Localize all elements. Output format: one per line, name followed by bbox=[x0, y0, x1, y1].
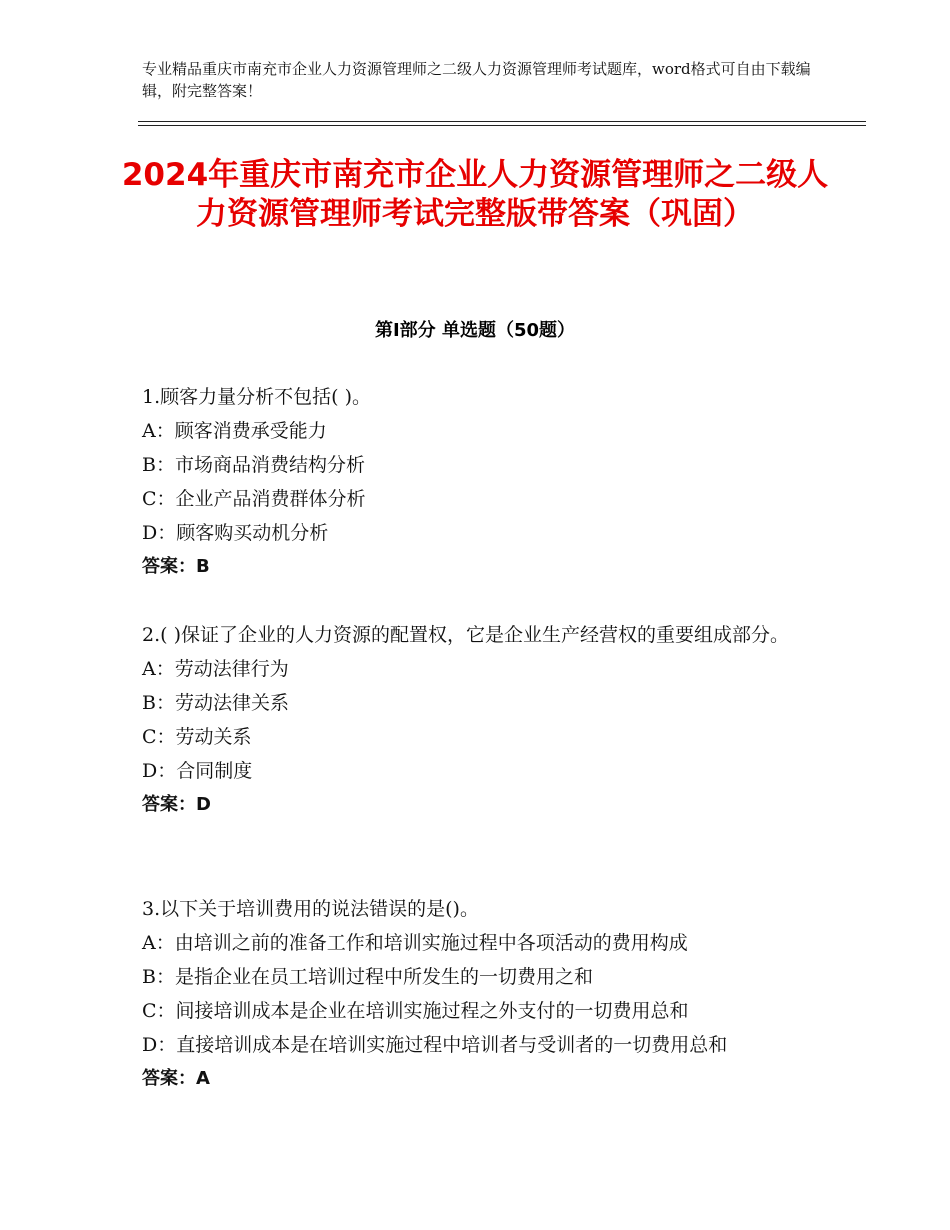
question-stem: 2.( )保证了企业的人力资源的配置权，它是企业生产经营权的重要组成部分。 bbox=[142, 624, 789, 646]
option-b: B：是指企业在员工培训过程中所发生的一切费用之和 bbox=[142, 966, 593, 988]
option-d: D：顾客购买动机分析 bbox=[142, 522, 329, 544]
answer: 答案：D bbox=[142, 794, 211, 815]
question-stem: 3.以下关于培训费用的说法错误的是()。 bbox=[142, 898, 479, 920]
option-a: A：顾客消费承受能力 bbox=[142, 420, 327, 442]
question-stem: 1.顾客力量分析不包括( )。 bbox=[142, 386, 371, 408]
option-c: C：间接培训成本是企业在培训实施过程之外支付的一切费用总和 bbox=[142, 1000, 689, 1022]
question-2 bbox=[142, 618, 822, 822]
option-b: B：劳动法律关系 bbox=[142, 692, 289, 714]
option-a: A：由培训之前的准备工作和培训实施过程中各项活动的费用构成 bbox=[142, 932, 688, 954]
option-a: A：劳动法律行为 bbox=[142, 658, 289, 680]
section-title: 第Ⅰ部分 单选题（50题） bbox=[374, 320, 575, 341]
answer: 答案：A bbox=[142, 1068, 210, 1089]
option-d: D：合同制度 bbox=[142, 760, 253, 782]
header-divider-bottom bbox=[138, 125, 866, 126]
header-divider-top bbox=[138, 121, 866, 122]
option-c: C：企业产品消费群体分析 bbox=[142, 488, 366, 510]
question-1 bbox=[142, 380, 822, 584]
question-3 bbox=[142, 892, 822, 1096]
option-c: C：劳动关系 bbox=[142, 726, 252, 748]
answer: 答案：B bbox=[142, 556, 210, 577]
header-note: 专业精品重庆市南充市企业人力资源管理师之二级人力资源管理师考试题库，word格式可自由下载编辑，附完整答案！ bbox=[142, 60, 811, 100]
document-title: 2024年重庆市南充市企业人力资源管理师之二级人力资源管理师考试完整版带答案（巩固） bbox=[121, 157, 829, 232]
option-b: B：市场商品消费结构分析 bbox=[142, 454, 365, 476]
option-d: D：直接培训成本是在培训实施过程中培训者与受训者的一切费用总和 bbox=[142, 1034, 728, 1056]
